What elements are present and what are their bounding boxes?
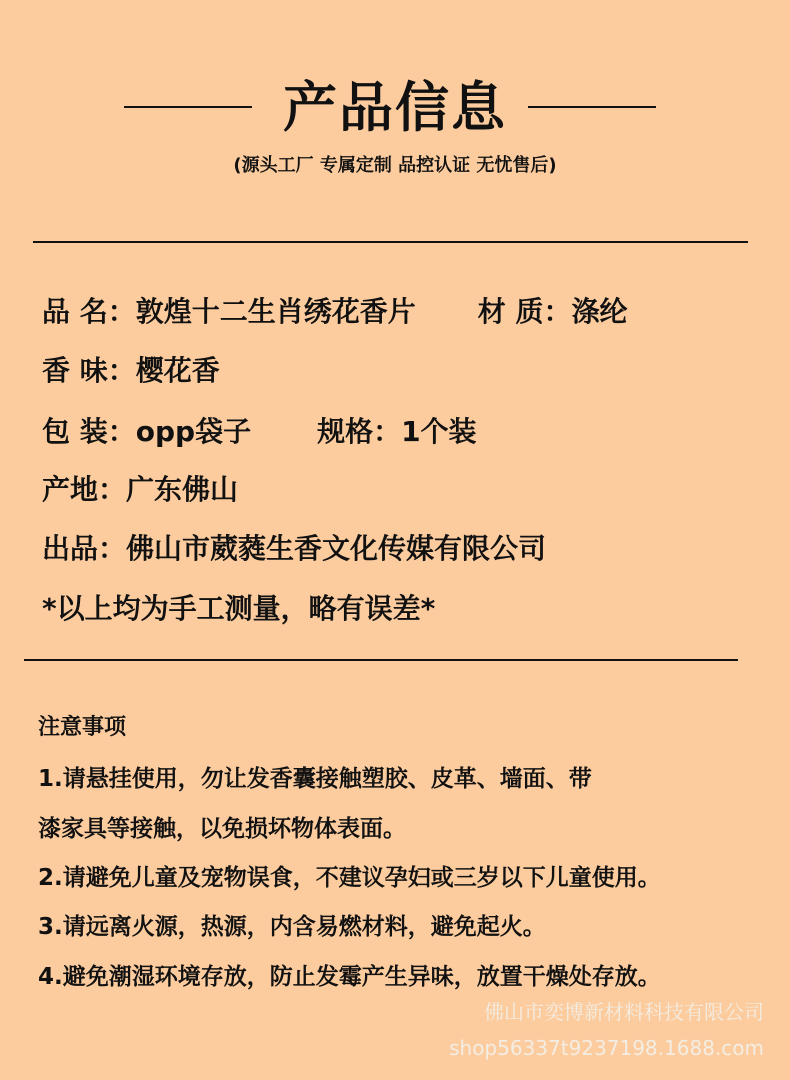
note-line-4: 3.请远离火源，热源，内含易燃材料，避免起火。 <box>38 914 546 940</box>
title-right-rule <box>528 106 656 108</box>
note-line-3: 2.请避免儿童及宠物误食，不建议孕妇或三岁以下儿童使用。 <box>38 865 661 891</box>
note-line-1: 1.请悬挂使用，勿让发香囊接触塑胶、皮革、墙面、带 <box>38 766 592 792</box>
info-row-package-spec <box>42 412 477 452</box>
product-maker: 出品：佛山市葳蕤生香文化传媒有限公司 <box>42 532 547 565</box>
divider-bottom <box>24 659 738 661</box>
title-left-rule <box>124 106 252 108</box>
watermark-company: 佛山市奕博新材料科技有限公司 <box>484 1000 764 1024</box>
product-name: 品 名：敦煌十二生肖绣花香片 <box>42 295 416 328</box>
note-line-5: 4.避免潮湿环境存放，防止发霉产生异味，放置干燥处存放。 <box>38 964 661 990</box>
product-package: 包 装：opp袋子 <box>42 415 252 448</box>
product-material: 材 质：涤纶 <box>477 295 628 328</box>
info-row-name-material <box>42 292 628 332</box>
product-origin: 产地：广东佛山 <box>42 473 239 506</box>
product-scent: 香 味：樱花香 <box>42 354 220 387</box>
measurement-note: *以上均为手工测量，略有误差* <box>42 592 436 625</box>
product-spec: 规格：1个装 <box>317 415 477 448</box>
divider-top <box>33 241 748 243</box>
note-line-2: 漆家具等接触，以免损坏物体表面。 <box>38 816 406 842</box>
page-title: 产品信息 <box>283 76 507 139</box>
watermark-shop: shop56337t9237198.1688.com <box>449 1036 764 1060</box>
notes-title: 注意事项 <box>38 715 127 740</box>
page-subtitle: (源头工厂 专属定制 品控认证 无忧售后) <box>233 155 557 176</box>
title-row <box>0 72 790 144</box>
